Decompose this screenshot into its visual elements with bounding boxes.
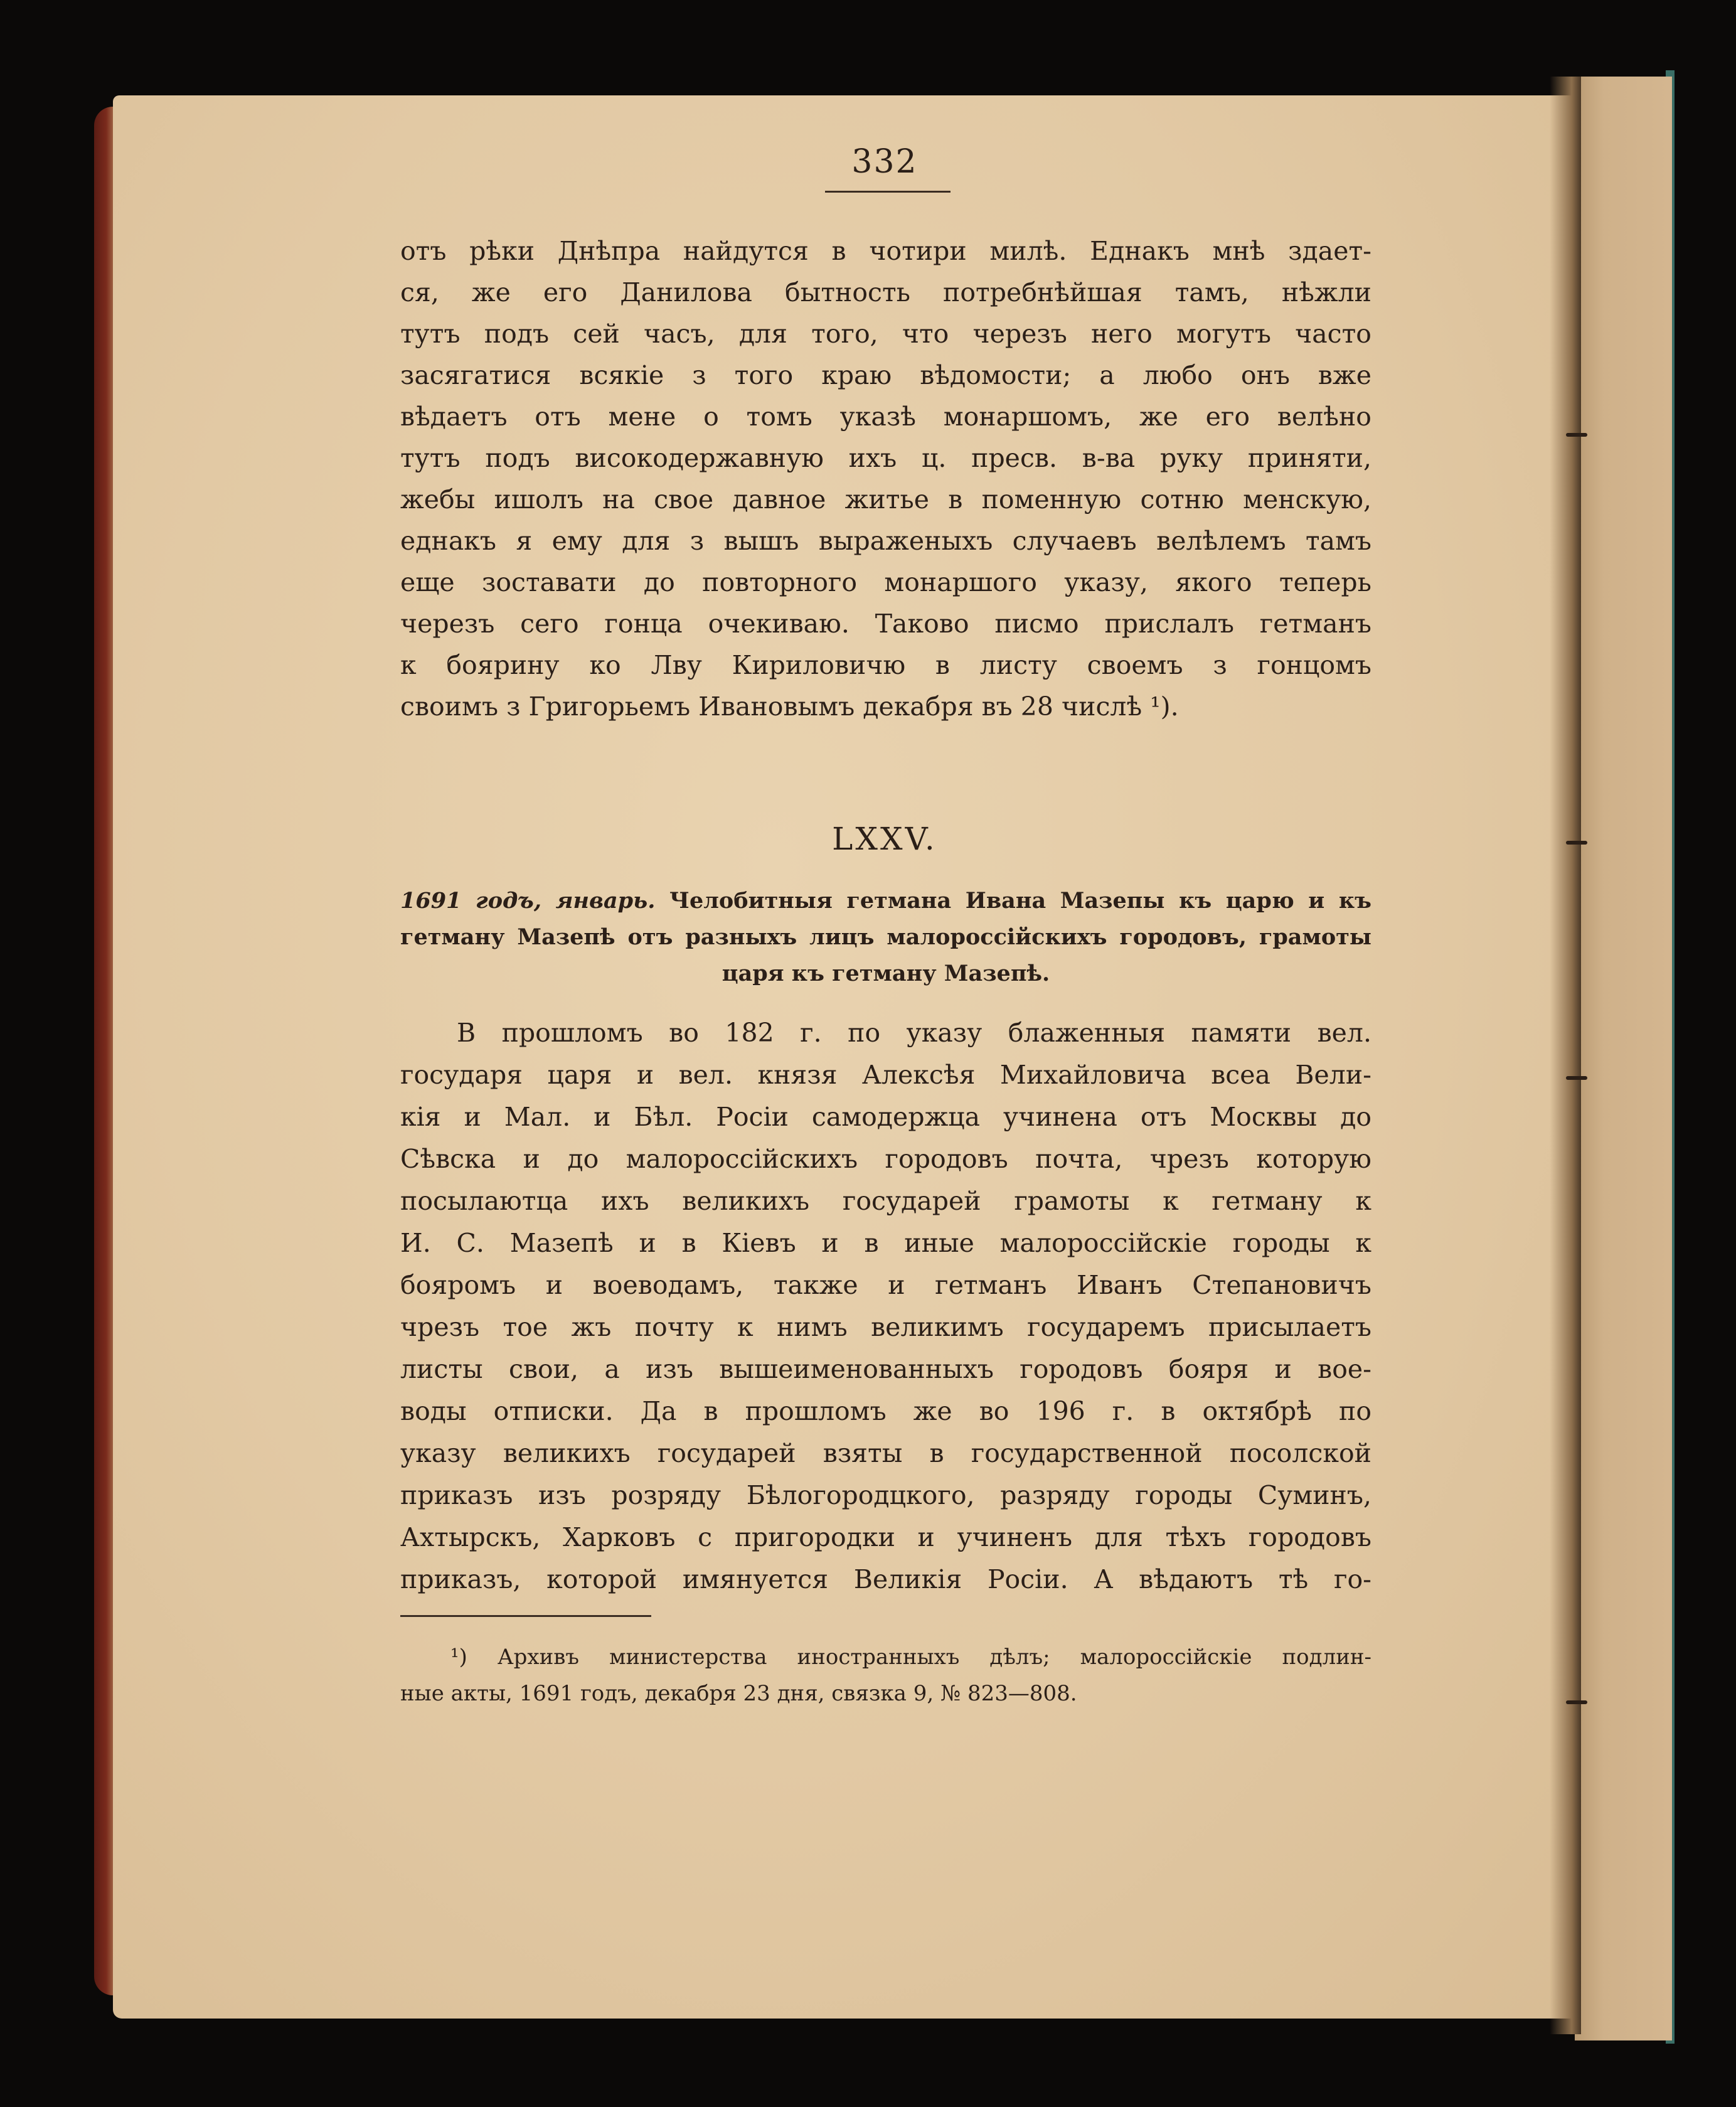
text-line: чрезъ тое жъ почту к нимъ великимъ государемъ присылаетъ — [400, 1312, 1371, 1342]
text-line: Сѣвска и до малороссійскихъ городовъ почта, чрезъ которую — [400, 1144, 1371, 1174]
text-line: государя царя и вел. князя Алексѣя Михайловича всеа Вели- — [400, 1060, 1371, 1090]
text-line: бояромъ и воеводамъ, также и гетманъ Иванъ Степановичъ — [400, 1270, 1371, 1300]
text-line: отъ рѣки Днѣпра найдутся в чотири милѣ. Еднакъ мнѣ здает- — [400, 236, 1371, 266]
page-gutter — [1550, 77, 1581, 2034]
section-heading-date: 1691 годъ, январь. — [400, 888, 656, 914]
text-line: тутъ подъ сей часъ, для того, что черезъ него могутъ часто — [400, 319, 1371, 349]
text-line: еще зоставати до повторного монаршого указу, якого теперь — [400, 567, 1371, 597]
text-line: засягатися всякіе з того краю вѣдомости; а любо онъ вже — [400, 360, 1371, 390]
footnote-line: ные акты, 1691 годъ, декабря 23 дня, связка 9, № 823—808. — [400, 1681, 1077, 1706]
section-heading-line: царя къ гетману Мазепѣ. — [722, 961, 1050, 986]
binding-thread — [1566, 1700, 1587, 1704]
text-line: приказъ изъ розряду Бѣлогородцкого, разряду городы Суминъ, — [400, 1480, 1371, 1510]
binding-thread — [1566, 433, 1587, 437]
page-number-rule — [825, 191, 951, 193]
text-line: к боярину ко Лву Кириловичю в листу своемъ з гонцомъ — [400, 650, 1371, 680]
page-number: 332 — [851, 143, 918, 181]
footnote-line: ¹) Архивъ министерства иностранныхъ дѣлъ; малороссійскіе подлин- — [450, 1645, 1371, 1670]
text-line: еднакъ я ему для з вышъ выраженыхъ случаевъ велѣлемъ тамъ — [400, 526, 1371, 556]
text-line: тутъ подъ високодержавную ихъ ц. пресв. в-ва руку приняти, — [400, 443, 1371, 473]
text-line: И. С. Мазепѣ и в Кіевъ и в иные малороссійскіе городы к — [400, 1228, 1371, 1258]
next-page — [1575, 77, 1672, 2040]
text-line: ся, же его Данилова бытность потребнѣйшая тамъ, нѣжли — [400, 277, 1371, 307]
section-heading-line: гетману Мазепѣ отъ разныхъ лицъ малороссійскихъ городовъ, грамоты — [400, 924, 1371, 950]
text-line: кія и Мал. и Бѣл. Росіи самодержца учинена отъ Москвы до — [400, 1102, 1371, 1132]
text-line: приказъ, которой имянуется Великія Росіи. А вѣдаютъ тѣ го- — [400, 1564, 1371, 1594]
text-line: воды отписки. Да в прошломъ же во 196 г. в октябрѣ по — [400, 1396, 1371, 1426]
footnote-rule — [400, 1615, 651, 1617]
binding-thread — [1566, 841, 1587, 845]
text-line: своимъ з Григорьемъ Ивановымъ декабря въ 28 числѣ ¹). — [400, 691, 1179, 722]
section-heading-text: Челобитныя гетмана Ивана Мазепы къ царю и къ — [669, 888, 1371, 914]
text-line: черезъ сего гонца очекиваю. Таково писмо прислалъ гетманъ — [400, 609, 1371, 639]
section-number: LXXV. — [832, 821, 937, 857]
text-line: вѣдаетъ отъ мене о томъ указѣ монаршомъ, же его велѣно — [400, 402, 1371, 432]
text-line: жебы ишолъ на свое давное житье в поменную сотню менскую, — [400, 484, 1371, 515]
text-line: В прошломъ во 182 г. по указу блаженныя памяти вел. — [457, 1018, 1371, 1048]
text-line: Ахтырскъ, Харковъ с пригородки и учиненъ для тѣхъ городовъ — [400, 1522, 1371, 1552]
text-line: посылаютца ихъ великихъ государей грамоты к гетману к — [400, 1186, 1371, 1216]
text-line: листы свои, а изъ вышеименованныхъ городовъ бояря и вое- — [400, 1354, 1371, 1384]
text-line: указу великихъ государей взяты в государственной посолской — [400, 1438, 1371, 1468]
binding-thread — [1566, 1076, 1587, 1080]
section-heading-line — [400, 883, 1371, 919]
